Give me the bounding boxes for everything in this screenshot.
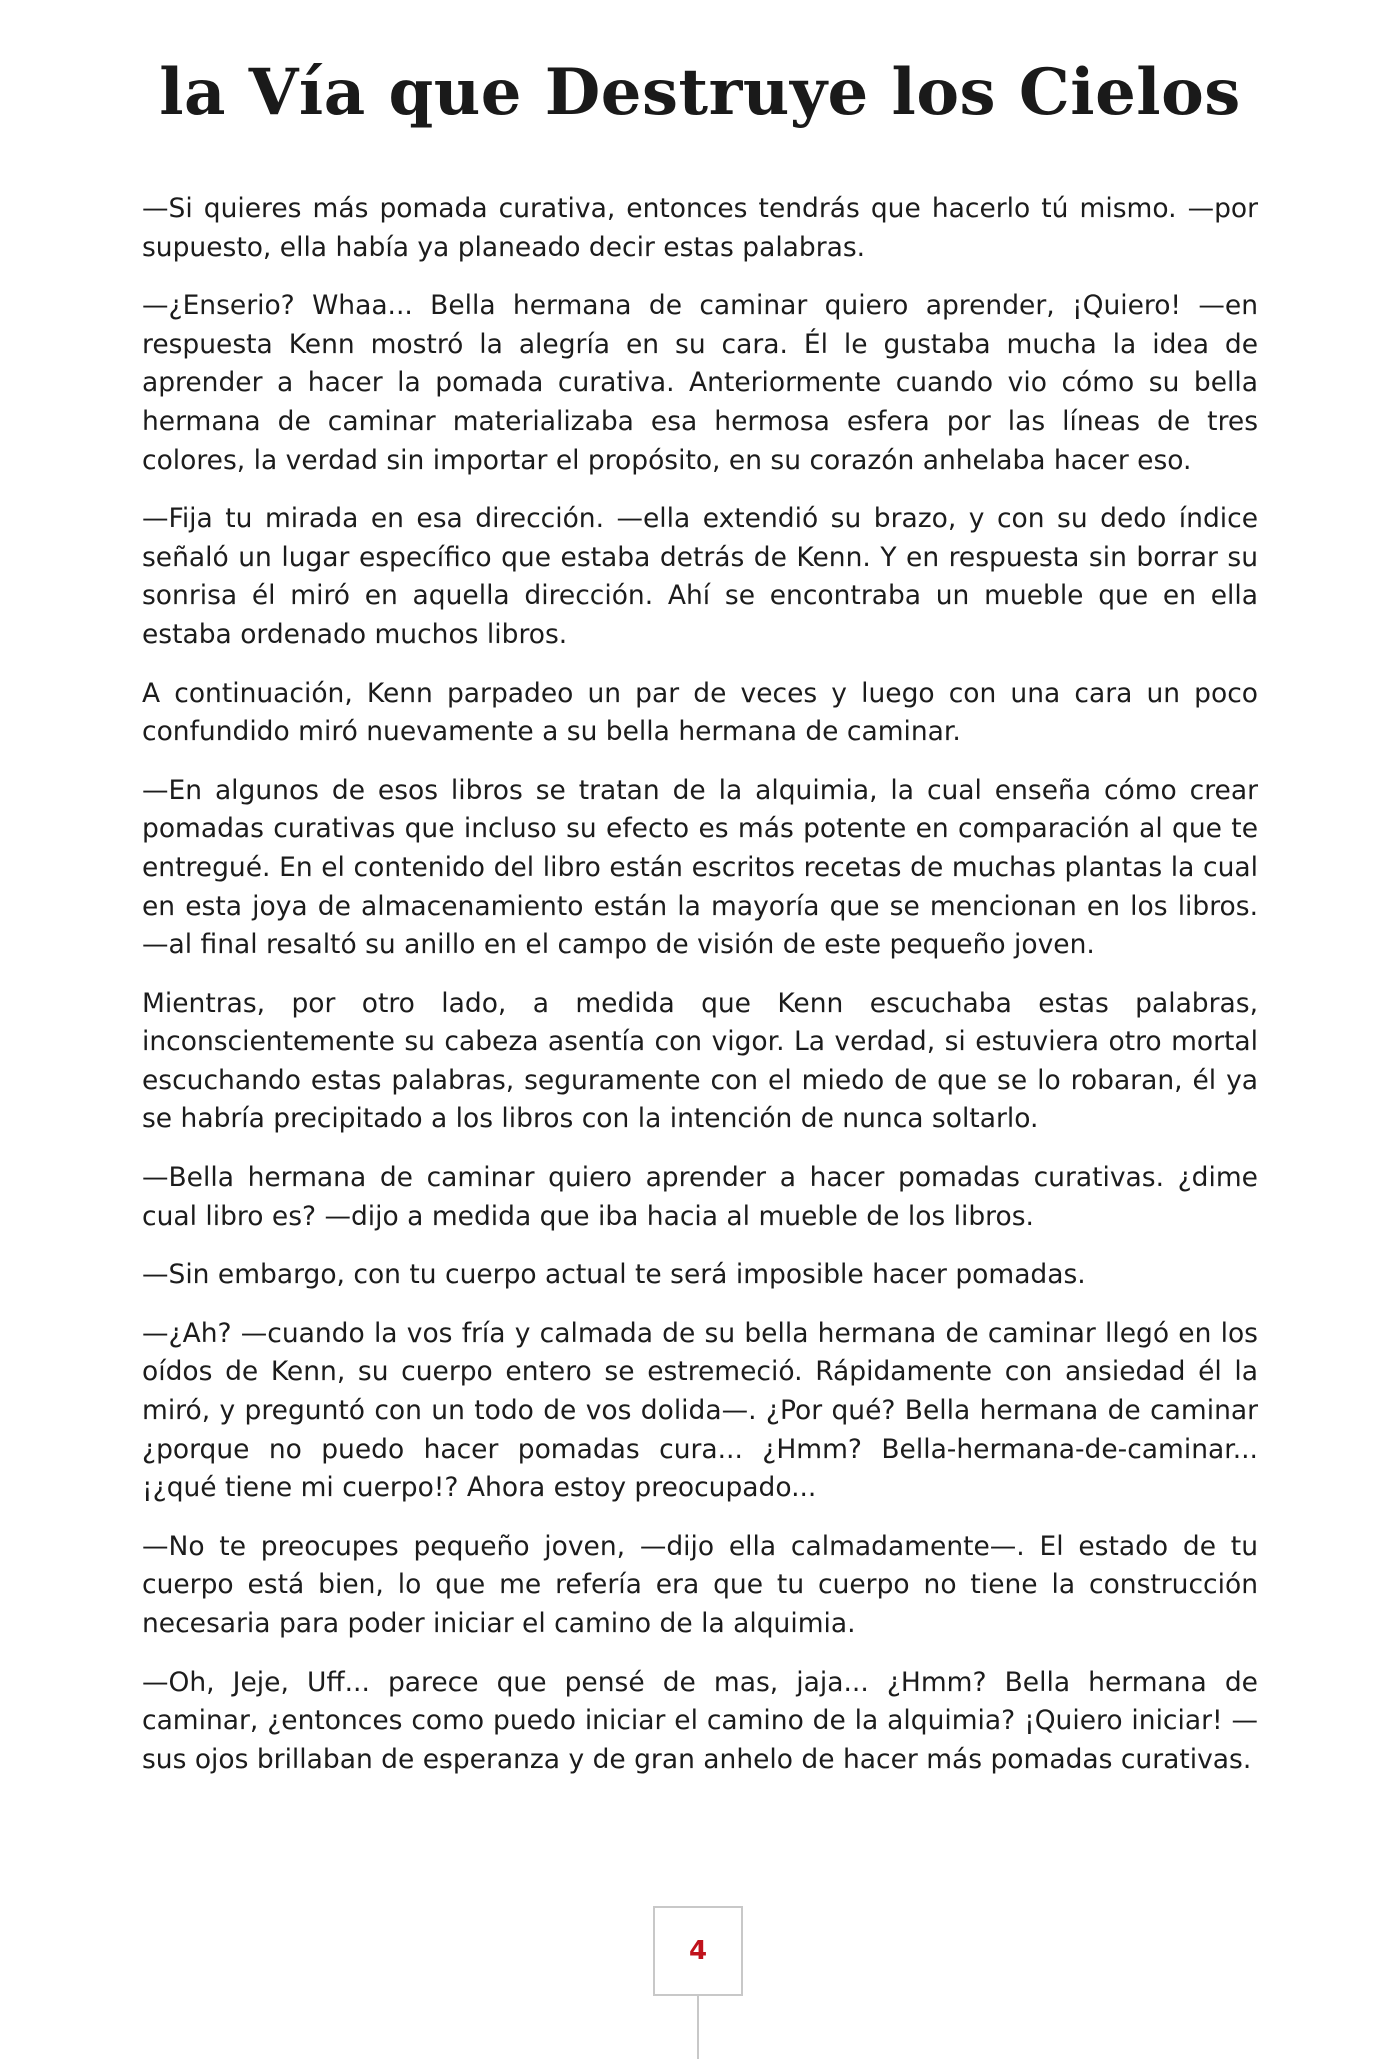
paragraph: —Oh, Jeje, Uff... parece que pensé de mas, jaja... ¿Hmm? Bella hermana de caminar, ¿entonces como puedo iniciar el camino de la alquimia? ¡Quiero iniciar! —sus ojos brillaban de esperanza y de gran anhelo de hacer más pomadas curativas. bbox=[142, 1666, 1258, 1775]
paragraph: —¿Enserio? Whaa... Bella hermana de caminar quiero aprender, ¡Quiero! —en respuesta Kenn mostró la alegría en su cara. Él le gustaba mucha la idea de aprender a hacer la pomada curativa. Anteriormente cuando vio cómo su bella hermana de caminar materializaba esa hermosa esfera por las líneas de tres colores, la verdad sin importar el propósito, en su corazón anhelaba hacer eso. bbox=[142, 290, 1258, 476]
paragraph: —Fija tu mirada en esa dirección. —ella extendió su brazo, y con su dedo índice señaló un lugar específico que estaba detrás de Kenn. Y en respuesta sin borrar su sonrisa él miró en aquella dirección. Ahí se encontraba un mueble que en ella estaba ordenado muchos libros. bbox=[142, 503, 1258, 650]
page-title: la Vía que Destruye los Cielos bbox=[159, 55, 1241, 130]
page-number-connector bbox=[697, 1996, 699, 2059]
paragraph: Mientras, por otro lado, a medida que Kenn escuchaba estas palabras, inconscientemente su cabeza asentía con vigor. La verdad, si estuviera otro mortal escuchando estas palabras, seguramente con el miedo de que se lo robaran, él ya se habría precipitado a los libros con la intención de nunca soltarlo. bbox=[142, 987, 1258, 1135]
page-number: 4 bbox=[688, 1936, 708, 1966]
paragraph: A continuación, Kenn parpadeo un par de veces y luego con una cara un poco confundido miró nuevamente a su bella hermana de caminar. bbox=[142, 677, 1258, 748]
body-text bbox=[142, 190, 1258, 1799]
paragraph: —Si quieres más pomada curativa, entonces tendrás que hacerlo tú mismo. —por supuesto, ella había ya planeado decir estas palabras. bbox=[142, 193, 1258, 263]
paragraph: —Bella hermana de caminar quiero aprender a hacer pomadas curativas. ¿dime cual libro es? —dijo a medida que iba hacia al mueble de los libros. bbox=[142, 1162, 1258, 1232]
paragraph: —¿Ah? —cuando la vos fría y calmada de su bella hermana de caminar llegó en los oídos de Kenn, su cuerpo entero se estremeció. Rápidamente con ansiedad él la miró, y preguntó con un todo de vos dolida—. ¿Por qué? Bella hermana de caminar ¿porque no puedo hacer pomadas cura... ¿Hmm? Bella-hermana-de-caminar... ¡¿qué tiene mi cuerpo!? Ahora estoy preocupado... bbox=[142, 1317, 1258, 1504]
page-number-box bbox=[653, 1906, 743, 1996]
paragraph: —No te preocupes pequeño joven, —dijo ella calmadamente—. El estado de tu cuerpo está bien, lo que me refería era que tu cuerpo no tiene la construcción necesaria para poder iniciar el camino de la alquimia. bbox=[142, 1530, 1258, 1639]
paragraph: —En algunos de esos libros se tratan de la alquimia, la cual enseña cómo crear pomadas curativas que incluso su efecto es más potente en comparación al que te entregué. En el contenido del libro están escritos recetas de muchas plantas la cual en esta joya de almacenamiento están la mayoría que se mencionan en los libros. —al final resaltó su anillo en el campo de visión de este pequeño joven. bbox=[142, 774, 1258, 961]
paragraph: —Sin embargo, con tu cuerpo actual te será imposible hacer pomadas. bbox=[142, 1259, 1086, 1291]
